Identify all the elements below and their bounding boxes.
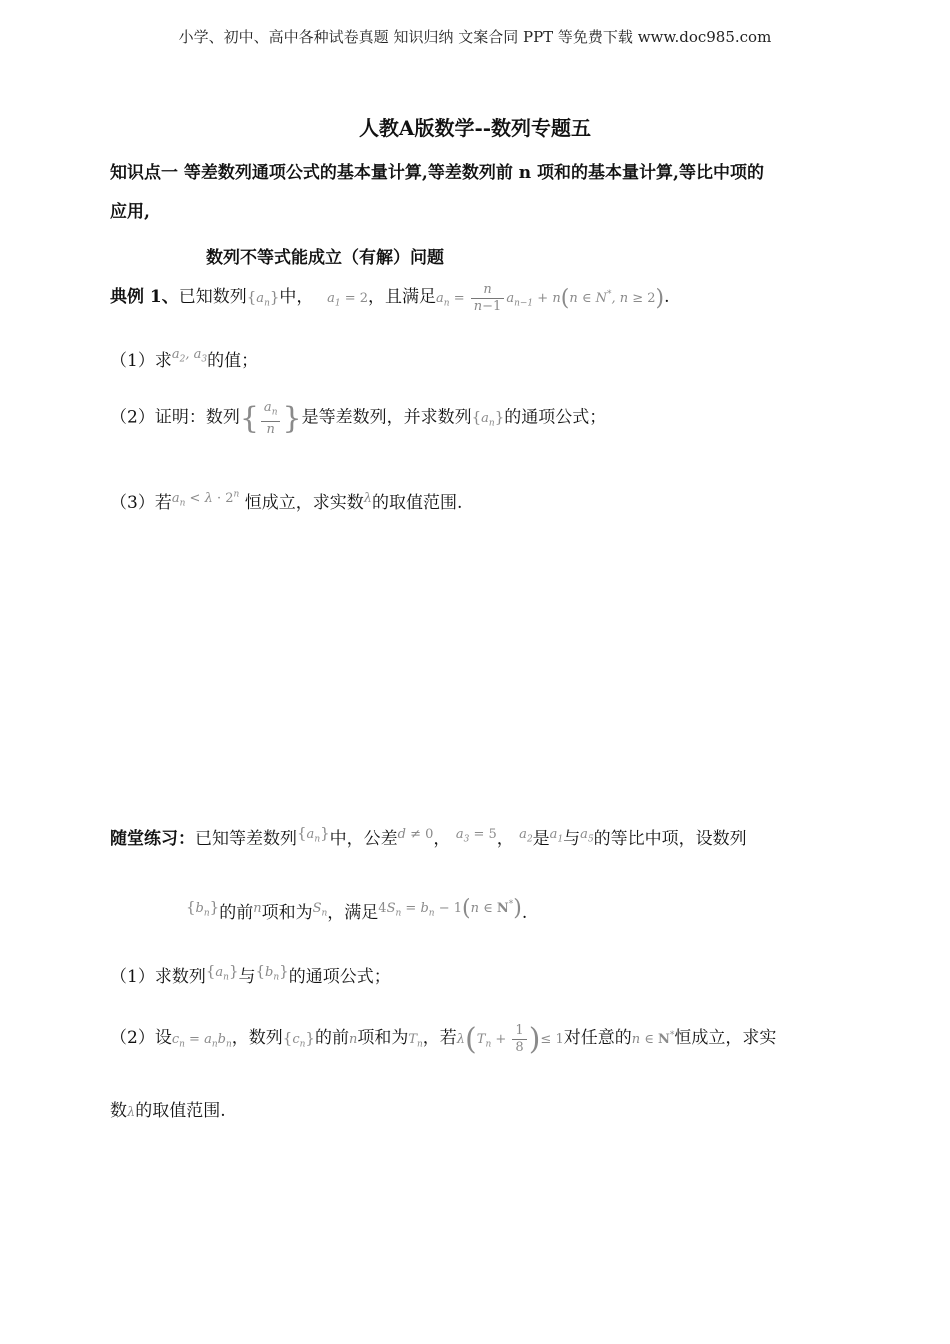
formula-seq-b-2: {bn} bbox=[255, 962, 289, 983]
example1-statement: 典例 1、已知数列$\{a_n\}$中， $a_1 = 2$，且满足$a_n$ = $\frac{n}{n-1}$ $a_{n-1} + n(n$ ∈ N*, n ≥ 2). bbox=[110, 282, 670, 314]
formula-4Sn: 4Sn = bn − 1(n ∈ N*) bbox=[378, 896, 522, 921]
practice-label: 随堂练习： bbox=[110, 829, 195, 849]
example1-q2: （2）证明：数列{ $\frac{a_n}{n}$ }是等差数列，并求数列$\{a_n\}$的通项公式； bbox=[110, 400, 607, 437]
formula-seq-a: $\{a_n\}$ bbox=[246, 288, 280, 309]
formula-inequality: an < λ · 2n bbox=[171, 489, 240, 509]
example1-q1: （1）求$^{a_2, a_3}$的值； bbox=[110, 347, 259, 371]
knowledge-point-line3: 数列不等式能成立（有解）问题 bbox=[206, 248, 444, 268]
formula-seq-a-2: $\{a_n\}$ bbox=[471, 408, 505, 429]
formula-a1-2: a1 bbox=[549, 827, 564, 845]
formula-cn: $c_n = a_nb_n$ bbox=[171, 1032, 232, 1050]
example1-label: 典例 1、 bbox=[110, 287, 179, 307]
formula-lambda-ineq: $\lambda(T_n$ + $\frac{1}{8}$ )≤ 1 bbox=[456, 1022, 564, 1057]
formula-d-nonzero: d ≠ 0 bbox=[397, 827, 434, 842]
formula-seq-a-3: {an} bbox=[297, 824, 330, 845]
practice-q2: （2）设$c_n = a_nb_n$，数列$\{c_n\}$的前n项和为$T_n$，若$\lambda(T_n$ + $\frac{1}{8}$ )≤ 1对任意的n ∈ N*恒成立，求实 bbox=[110, 1022, 777, 1057]
formula-seq-c: $\{c_n\}$ bbox=[282, 1029, 315, 1050]
formula-seq-b: {bn} bbox=[186, 898, 220, 919]
example1-q3: （3）若$^{a_n < \lambda \cdot 2^n}$ 恒成立，求实数$^\lambda$的取值范围. bbox=[110, 489, 463, 513]
formula-a1: $a_1 = 2$ bbox=[327, 291, 369, 309]
practice-q1: （1）求数列$^{\{a_n\}}$与$^{\{b_n\}}$的通项公式； bbox=[110, 962, 391, 987]
formula-n: n bbox=[253, 901, 262, 916]
practice-statement: 随堂练习：已知等差数列$^{\{a_n\}}$中，公差$^{d \ne 0}$， $^{a_3 = 5}$， $^{a_2}$是$^{a_1}$与$^{a_5}$的等比中项，设数列 bbox=[110, 824, 747, 849]
knowledge-point-line2: 应用, bbox=[110, 202, 150, 222]
formula-a2-a3: a2, a3 bbox=[171, 347, 208, 365]
formula-seq-a-4: {an} bbox=[205, 962, 239, 983]
formula-Tn: $T_n$ bbox=[408, 1032, 423, 1050]
formula-a3-eq: a3 = 5 bbox=[455, 827, 497, 845]
formula-Sn: Sn bbox=[312, 901, 328, 919]
practice-line2: $^{\{b_n\}}$的前$^n$项和为$^{S_n}$，满足$^{4S_n = b_n - 1(n \in N^*)}$. bbox=[186, 896, 528, 923]
practice-q2-line2: 数λ的取值范围. bbox=[110, 1101, 226, 1121]
formula-a5: a5 bbox=[580, 827, 594, 845]
page-header: 小学、初中、高中各种试卷真题 知识归纳 文案合同 PPT 等免费下载 www.doc985.com bbox=[178, 28, 772, 46]
document-title: 人教A版数学--数列专题五 bbox=[358, 116, 592, 140]
formula-lambda-2: λ bbox=[127, 1105, 136, 1120]
formula-n-2: n bbox=[348, 1032, 358, 1047]
formula-a2: a2 bbox=[519, 827, 533, 845]
formula-recurrence: $a_n$ = $\frac{n}{n-1}$ $a_{n-1} + n(n$ ∈ N*, n ≥ 2) bbox=[436, 282, 665, 314]
formula-seq-an-over-n: { $\frac{a_n}{n}$ } bbox=[239, 400, 302, 437]
formula-lambda: λ bbox=[363, 491, 372, 506]
knowledge-point-line1: 知识点一 等差数列通项公式的基本量计算,等差数列前 n 项和的基本量计算,等比中项的 bbox=[110, 163, 764, 183]
formula-n-in-N: n ∈ N* bbox=[631, 1030, 675, 1047]
